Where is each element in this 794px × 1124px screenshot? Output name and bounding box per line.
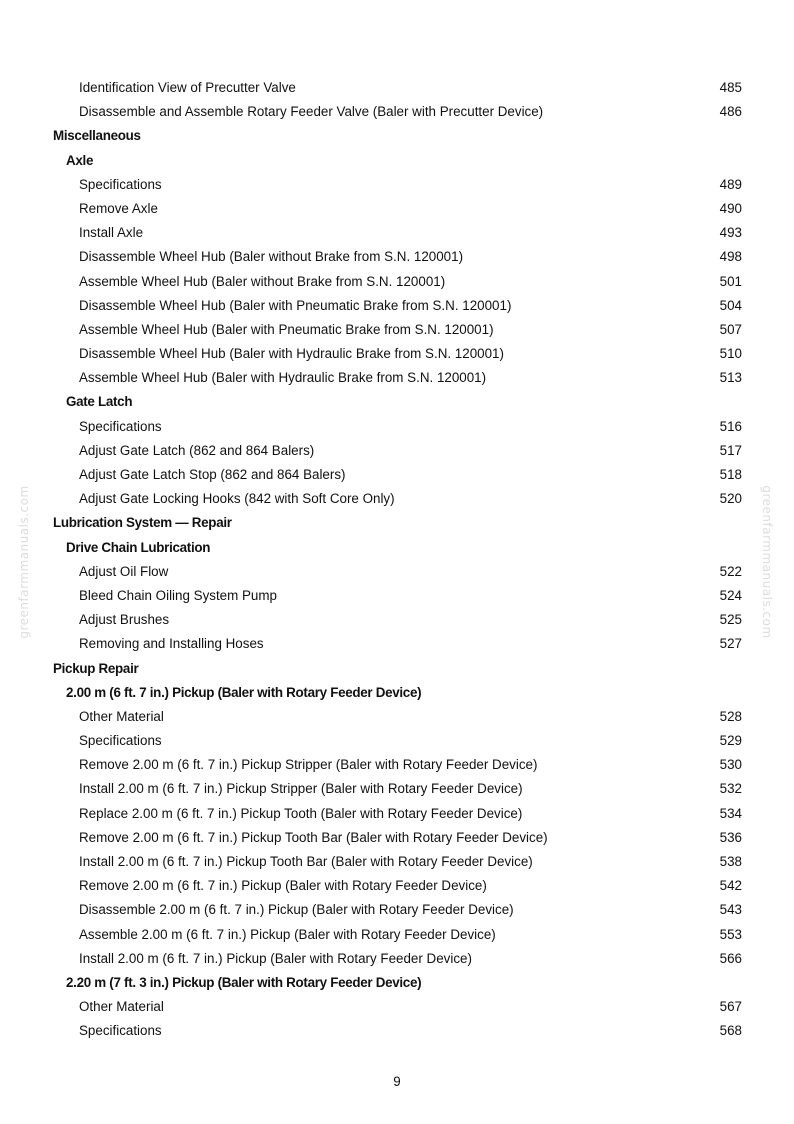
toc-entry-title: Assemble Wheel Hub (Baler with Hydraulic Brake from S.N. 120001) [79,370,487,386]
toc-page-number: 513 [719,370,742,386]
toc-section [0,511,794,535]
toc-entry-title: Identification View of Precutter Valve [79,80,296,95]
toc-entry[interactable] [0,753,794,777]
toc-subsection [0,149,794,173]
toc-entry-title: Remove 2.00 m (6 ft. 7 in.) Pickup (Baler with Rotary Feeder Device) [79,878,487,894]
toc-entry-title: Disassemble Wheel Hub (Baler with Pneumatic Brake from S.N. 120001) [79,297,512,313]
toc-entry[interactable] [0,366,794,390]
toc-page-number: 490 [719,200,742,216]
toc-entry[interactable] [0,995,794,1019]
toc-entry-title: Other Material [79,999,164,1015]
toc-page-number: 504 [719,297,742,313]
toc-entry-title: Specifications [79,418,162,434]
toc-entry-title: Remove Axle [79,200,158,216]
table-of-contents [0,76,794,1044]
toc-page-number: 525 [719,612,742,628]
toc-entry[interactable] [0,632,794,656]
toc-page-number: 486 [719,104,742,120]
toc-entry[interactable] [0,245,794,269]
toc-page-number: 566 [719,950,742,966]
toc-section-title: Pickup Repair [53,660,139,676]
toc-page-number: 529 [719,733,742,749]
toc-subsection-title: 2.00 m (6 ft. 7 in.) Pickup (Baler with Rotary Feeder Device) [66,684,422,700]
toc-entry[interactable] [0,294,794,318]
toc-entry-title: Specifications [79,176,162,192]
toc-subsection-title: Gate Latch [66,394,133,410]
toc-entry-title: Remove 2.00 m (6 ft. 7 in.) Pickup Tooth Bar (Baler with Rotary Feeder Device) [79,829,548,845]
toc-subsection-title: Axle [66,152,94,168]
toc-entry-title: Replace 2.00 m (6 ft. 7 in.) Pickup Tooth (Baler with Rotary Feeder Device) [79,805,523,821]
toc-entry[interactable] [0,197,794,221]
toc-entry[interactable] [0,802,794,826]
toc-subsection-title: 2.20 m (7 ft. 3 in.) Pickup (Baler with Rotary Feeder Device) [66,974,422,990]
toc-entry[interactable] [0,923,794,947]
toc-entry[interactable] [0,173,794,197]
toc-entry[interactable] [0,439,794,463]
toc-entry[interactable] [0,826,794,850]
toc-page-number: 542 [719,878,742,894]
toc-entry[interactable] [0,608,794,632]
toc-page-number: 510 [719,346,742,362]
toc-page-number: 485 [719,80,742,95]
toc-entry-title: Assemble Wheel Hub (Baler without Brake from S.N. 120001) [79,273,446,289]
toc-entry-title: Disassemble and Assemble Rotary Feeder Valve (Baler with Precutter Device) [79,104,544,120]
toc-page-number: 538 [719,854,742,869]
toc-subsection [0,390,794,414]
toc-section-title: Lubrication System — Repair [53,515,232,531]
toc-page-number: 493 [719,225,742,241]
toc-entry[interactable] [0,777,794,801]
toc-entry-title: Disassemble Wheel Hub (Baler without Brake from S.N. 120001) [79,249,464,265]
toc-entry-title: Install 2.00 m (6 ft. 7 in.) Pickup Tooth Bar (Baler with Rotary Feeder Device) [79,854,533,869]
toc-entry-title: Adjust Gate Latch Stop (862 and 864 Balers) [79,467,346,482]
toc-entry[interactable] [0,415,794,439]
toc-page-number: 530 [719,757,742,773]
page-number: 9 [393,1074,401,1089]
toc-entry-title: Assemble Wheel Hub (Baler with Pneumatic Brake from S.N. 120001) [79,321,494,337]
toc-page-number: 489 [719,176,742,192]
toc-subsection [0,681,794,705]
toc-page-number: 553 [719,926,742,942]
toc-entry[interactable] [0,76,794,100]
toc-entry-title: Specifications [79,733,162,749]
toc-page-number: 536 [719,829,742,845]
toc-page-number: 520 [719,491,742,507]
toc-entry-title: Bleed Chain Oiling System Pump [79,587,277,603]
toc-entry-title: Specifications [79,1023,162,1039]
toc-page-number: 527 [719,636,742,652]
toc-entry[interactable] [0,898,794,922]
toc-entry[interactable] [0,463,794,487]
toc-entry-title: Adjust Brushes [79,612,170,628]
toc-entry-title: Install Axle [79,225,144,241]
toc-entry[interactable] [0,318,794,342]
toc-entry[interactable] [0,850,794,874]
toc-entry-title: Assemble 2.00 m (6 ft. 7 in.) Pickup (Baler with Rotary Feeder Device) [79,926,496,942]
toc-entry-title: Remove 2.00 m (6 ft. 7 in.) Pickup Stripper (Baler with Rotary Feeder Device) [79,757,538,773]
toc-entry[interactable] [0,874,794,898]
toc-page-number: 498 [719,249,742,265]
toc-entry[interactable] [0,487,794,511]
toc-entry[interactable] [0,947,794,971]
toc-entry[interactable] [0,705,794,729]
toc-subsection [0,971,794,995]
toc-entry[interactable] [0,342,794,366]
toc-entry-title: Adjust Gate Locking Hooks (842 with Soft Core Only) [79,491,395,507]
toc-page-number: 522 [719,563,742,579]
toc-entry[interactable] [0,221,794,245]
toc-section [0,657,794,681]
toc-page-number: 518 [719,467,742,482]
toc-subsection-title: Drive Chain Lubrication [66,539,211,555]
toc-entry[interactable] [0,270,794,294]
toc-entry-title: Adjust Oil Flow [79,563,169,579]
toc-entry[interactable] [0,1019,794,1043]
watermark-right: greenfarmmanuals.com [760,485,774,639]
toc-page-number: 528 [719,708,742,724]
toc-page-number: 516 [719,418,742,434]
toc-entry-title: Disassemble 2.00 m (6 ft. 7 in.) Pickup (Baler with Rotary Feeder Device) [79,902,514,918]
toc-entry[interactable] [0,729,794,753]
toc-entry[interactable] [0,560,794,584]
toc-entry-title: Other Material [79,708,164,724]
toc-page-number: 524 [719,587,742,603]
toc-page-number: 567 [719,999,742,1015]
toc-section [0,124,794,148]
toc-page-number: 532 [719,781,742,797]
toc-entry-title: Removing and Installing Hoses [79,636,264,652]
toc-entry[interactable] [0,584,794,608]
toc-entry[interactable] [0,100,794,124]
toc-page-number: 517 [719,442,742,458]
toc-page-number: 534 [719,805,742,821]
toc-subsection [0,536,794,560]
toc-section-title: Miscellaneous [53,128,141,144]
toc-page-number: 568 [719,1023,742,1039]
toc-entry-title: Adjust Gate Latch (862 and 864 Balers) [79,442,315,458]
toc-page-number: 507 [719,321,742,337]
toc-page-number: 543 [719,902,742,918]
toc-page-number: 501 [719,273,742,289]
toc-entry-title: Install 2.00 m (6 ft. 7 in.) Pickup (Baler with Rotary Feeder Device) [79,950,472,966]
watermark-left: greenfarmmanuals.com [17,485,31,639]
toc-entry-title: Install 2.00 m (6 ft. 7 in.) Pickup Stripper (Baler with Rotary Feeder Device) [79,781,523,797]
toc-entry-title: Disassemble Wheel Hub (Baler with Hydraulic Brake from S.N. 120001) [79,346,504,362]
